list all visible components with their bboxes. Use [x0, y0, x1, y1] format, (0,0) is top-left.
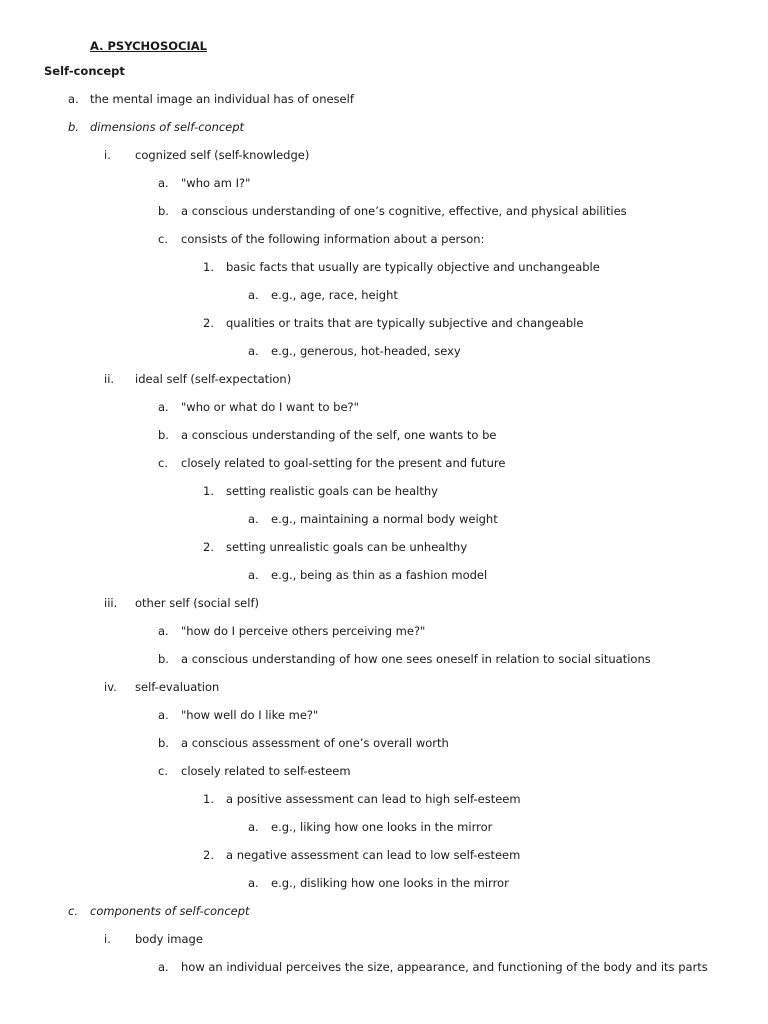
- outline-item: [0, 736, 768, 750]
- outline-text: closely related to goal-setting for the present and future: [181, 456, 506, 470]
- outline-marker: ii.: [104, 372, 115, 386]
- outline-item: [0, 932, 768, 946]
- outline-marker: a.: [158, 624, 169, 638]
- outline-text: e.g., being as thin as a fashion model: [271, 568, 488, 582]
- outline-marker: i.: [104, 932, 111, 946]
- outline-marker: c.: [158, 232, 168, 246]
- outline-text: a conscious understanding of the self, one wants to be: [181, 428, 497, 442]
- outline-text: e.g., liking how one looks in the mirror: [271, 820, 493, 834]
- outline-text: ideal self (self-expectation): [135, 372, 292, 386]
- outline-marker: b.: [158, 428, 169, 442]
- outline-item: [0, 792, 768, 806]
- outline-marker: c.: [158, 456, 168, 470]
- outline-item: [0, 820, 768, 834]
- outline-item: [0, 680, 768, 694]
- outline-marker: 1.: [203, 484, 214, 498]
- outline-item: [0, 904, 768, 918]
- outline-text: how an individual perceives the size, appearance, and functioning of the body and its parts: [181, 960, 708, 974]
- outline-item: [0, 456, 768, 470]
- outline-text: body image: [135, 932, 203, 946]
- outline-marker: a.: [248, 512, 259, 526]
- outline-item: [0, 652, 768, 666]
- outline-item: [0, 400, 768, 414]
- outline-marker: iv.: [104, 680, 117, 694]
- outline-marker: 1.: [203, 792, 214, 806]
- outline-text: e.g., maintaining a normal body weight: [271, 512, 498, 526]
- outline-marker: a.: [248, 288, 259, 302]
- outline-item: [0, 316, 768, 330]
- outline-text: cognized self (self-knowledge): [135, 148, 310, 162]
- outline-text: a negative assessment can lead to low self-esteem: [226, 848, 521, 862]
- outline-item: [0, 568, 768, 582]
- outline-item: [0, 540, 768, 554]
- outline-text: setting realistic goals can be healthy: [226, 484, 438, 498]
- outline-marker: a.: [248, 820, 259, 834]
- outline-item: [0, 260, 768, 274]
- outline-item: [0, 344, 768, 358]
- outline-item: [0, 204, 768, 218]
- outline-item: [0, 624, 768, 638]
- outline-item: [0, 484, 768, 498]
- outline-text: qualities or traits that are typically subjective and changeable: [226, 316, 584, 330]
- outline-text: consists of the following information about a person:: [181, 232, 485, 246]
- outline-marker: 2.: [203, 316, 214, 330]
- outline-text: setting unrealistic goals can be unhealthy: [226, 540, 468, 554]
- outline-text: e.g., generous, hot-headed, sexy: [271, 344, 461, 358]
- outline-marker: b.: [158, 652, 169, 666]
- outline-marker: a.: [158, 960, 169, 974]
- outline-marker: a.: [248, 876, 259, 890]
- outline-item: [0, 512, 768, 526]
- outline-marker: a.: [158, 400, 169, 414]
- outline-text: a conscious assessment of one’s overall worth: [181, 736, 449, 750]
- outline-marker: a.: [68, 92, 79, 106]
- outline-marker: a.: [158, 176, 169, 190]
- outline-text: "how do I perceive others perceiving me?": [181, 624, 426, 638]
- outline-marker: 2.: [203, 848, 214, 862]
- outline-marker: c.: [68, 904, 78, 918]
- outline-text: other self (social self): [135, 596, 259, 610]
- outline-marker: b.: [158, 204, 169, 218]
- outline-item: [0, 120, 768, 134]
- outline-marker: 2.: [203, 540, 214, 554]
- outline-item: [0, 708, 768, 722]
- outline-marker: c.: [158, 764, 168, 778]
- outline-text: "who am I?": [181, 176, 251, 190]
- outline-text: closely related to self-esteem: [181, 764, 351, 778]
- outline-item: [0, 92, 768, 106]
- outline-text: a positive assessment can lead to high self-esteem: [226, 792, 521, 806]
- outline-item: [0, 596, 768, 610]
- outline-marker: b.: [158, 736, 169, 750]
- outline-item: [0, 372, 768, 386]
- outline-marker: a.: [158, 708, 169, 722]
- outline-item: [0, 428, 768, 442]
- outline-text: "who or what do I want to be?": [181, 400, 359, 414]
- outline-item: [0, 764, 768, 778]
- outline-text: the mental image an individual has of oneself: [90, 92, 354, 106]
- outline-text: dimensions of self-concept: [90, 120, 245, 134]
- outline-item: [0, 848, 768, 862]
- outline-text: a conscious understanding of how one sees oneself in relation to social situations: [181, 652, 651, 666]
- outline-text: e.g., disliking how one looks in the mirror: [271, 876, 509, 890]
- outline-item: [0, 960, 768, 974]
- outline-item: [0, 876, 768, 890]
- topic-heading: Self-concept: [44, 64, 125, 78]
- outline-text: "how well do I like me?": [181, 708, 319, 722]
- section-heading: A. PSYCHOSOCIAL: [90, 39, 207, 53]
- outline-text: e.g., age, race, height: [271, 288, 398, 302]
- outline-marker: a.: [248, 568, 259, 582]
- outline-marker: b.: [68, 120, 79, 134]
- outline-marker: iii.: [104, 596, 118, 610]
- outline-item: [0, 176, 768, 190]
- outline-marker: a.: [248, 344, 259, 358]
- outline-text: basic facts that usually are typically objective and unchangeable: [226, 260, 600, 274]
- outline-text: self-evaluation: [135, 680, 220, 694]
- outline-text: a conscious understanding of one’s cognitive, effective, and physical abilities: [181, 204, 627, 218]
- outline-text: components of self-concept: [90, 904, 250, 918]
- outline-marker: 1.: [203, 260, 214, 274]
- outline-item: [0, 232, 768, 246]
- outline-marker: i.: [104, 148, 111, 162]
- outline-item: [0, 288, 768, 302]
- outline-item: [0, 148, 768, 162]
